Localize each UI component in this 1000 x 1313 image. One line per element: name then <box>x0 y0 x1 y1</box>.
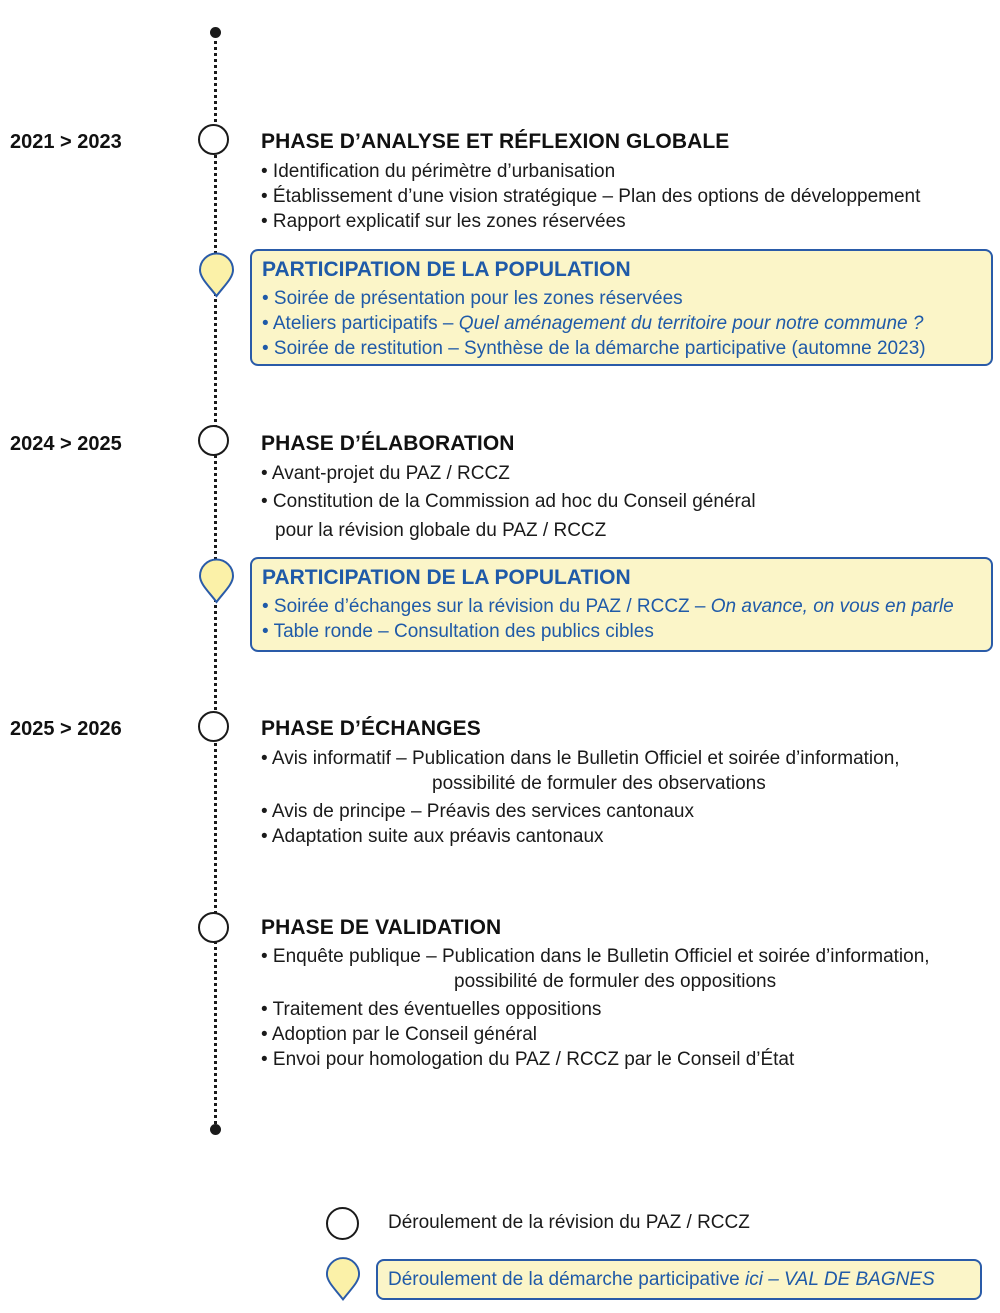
phase-2-item-continuation: pour la révision globale du PAZ / RCCZ <box>275 520 607 541</box>
phase-4-item-continuation: possibilité de formuler des oppositions <box>454 971 777 992</box>
phase-1-item: • Identification du périmètre d’urbanisation <box>261 161 616 182</box>
legend-participative-box <box>376 1259 982 1300</box>
phase-3-item: • Avis de principe – Préavis des services cantonaux <box>261 801 694 822</box>
location-pin-icon <box>198 558 235 604</box>
participation-1-item: • Soirée de restitution – Synthèse de la démarche participative (automne 2023) <box>262 338 926 359</box>
legend-circle-icon <box>326 1207 359 1240</box>
phase-3-item: • Avis informatif – Publication dans le Bulletin Officiel et soirée d’information, <box>261 748 900 769</box>
phase-3-title: PHASE D’ÉCHANGES <box>261 717 481 740</box>
legend-location-pin-icon <box>325 1256 361 1302</box>
phase-3-item: • Adaptation suite aux préavis cantonaux <box>261 826 604 847</box>
timeline-start-dot <box>210 27 221 38</box>
participation-1-item: • Soirée de présentation pour les zones réservées <box>262 288 683 309</box>
location-pin-icon <box>198 252 235 298</box>
participation-2-title: PARTICIPATION DE LA POPULATION <box>262 566 631 589</box>
phase-3-item-continuation: possibilité de formuler des observations <box>432 773 766 794</box>
phase-4-item: • Envoi pour homologation du PAZ / RCCZ par le Conseil d’État <box>261 1049 795 1070</box>
phase-2-item: • Constitution de la Commission ad hoc du Conseil général <box>261 491 756 512</box>
phase-circle-icon <box>198 425 229 456</box>
legend-participative-label: Déroulement de la démarche participative ici – VAL DE BAGNES <box>388 1269 935 1290</box>
phase-2-title: PHASE D’ÉLABORATION <box>261 432 515 455</box>
timeline-end-dot <box>210 1124 221 1135</box>
participation-box-1 <box>250 249 993 366</box>
phase-1-year: 2021 > 2023 <box>10 131 122 153</box>
phase-1-title: PHASE D’ANALYSE ET RÉFLEXION GLOBALE <box>261 130 730 153</box>
phase-4-item: • Traitement des éventuelles oppositions <box>261 999 602 1020</box>
participation-1-title: PARTICIPATION DE LA POPULATION <box>262 258 631 281</box>
phase-3-year: 2025 > 2026 <box>10 718 122 740</box>
phase-4-title: PHASE DE VALIDATION <box>261 916 502 939</box>
legend-revision-label: Déroulement de la révision du PAZ / RCCZ <box>388 1212 750 1233</box>
participation-1-item: • Ateliers participatifs – Quel aménagement du territoire pour notre commune ? <box>262 313 924 334</box>
participation-box-2 <box>250 557 993 652</box>
phase-circle-icon <box>198 711 229 742</box>
phase-2-year: 2024 > 2025 <box>10 433 122 455</box>
phase-4-item: • Enquête publique – Publication dans le Bulletin Officiel et soirée d’information, <box>261 946 930 967</box>
phase-1-item: • Établissement d’une vision stratégique – Plan des options de développement <box>261 186 921 207</box>
phase-1-item: • Rapport explicatif sur les zones réservées <box>261 211 626 232</box>
phase-4-item: • Adoption par le Conseil général <box>261 1024 538 1045</box>
phase-circle-icon <box>198 124 229 155</box>
participation-2-item: • Table ronde – Consultation des publics cibles <box>262 621 654 642</box>
participation-2-item: • Soirée d’échanges sur la révision du PAZ / RCCZ – On avance, on vous en parle <box>262 596 954 617</box>
phase-circle-icon <box>198 912 229 943</box>
phase-2-item: • Avant-projet du PAZ / RCCZ <box>261 463 510 484</box>
